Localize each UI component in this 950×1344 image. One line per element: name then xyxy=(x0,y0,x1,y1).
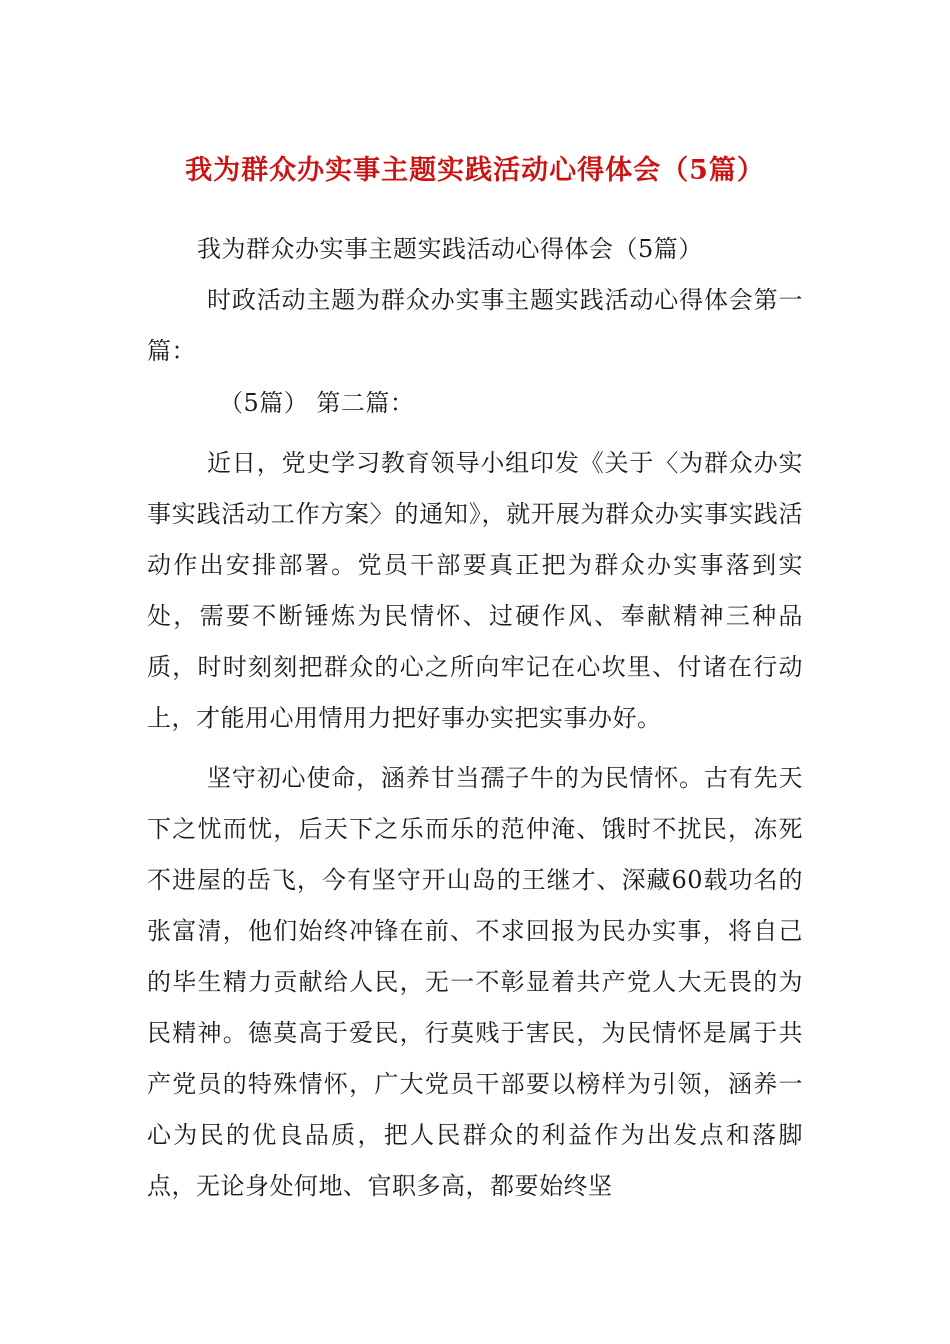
paragraph-mission: 坚守初心使命，涵养甘当孺子牛的为民情怀。古有先天下之忧而忧，后天下之乐而乐的范仲淹、饿时不扰民，冻死不进屋的岳飞，今有坚守开山岛的王继才、深藏60载功名的张富清，他们始终冲锋在前、不求回报为民办实事，将自己的毕生精力贡献给人民，无一不彰显着共产党人大无畏的为民精神。德莫高于爱民，行莫贱于害民，为民情怀是属于共产党员的特殊情怀，广大党员干部要以榜样为引领，涵养一心为民的优良品质，把人民群众的利益作为出发点和落脚点，无论身处何地、官职多高，都要始终坚 xyxy=(147,764,803,1200)
paragraph-subtitle: 我为群众办实事主题实践活动心得体会（5篇） xyxy=(197,235,703,263)
paragraph-second-chapter: （5篇） 第二篇： xyxy=(219,389,415,417)
paragraph-first-chapter: 时政活动主题为群众办实事主题实践活动心得体会第一篇： xyxy=(147,286,803,365)
document-body xyxy=(147,224,803,1212)
document-title: 我为群众办实事主题实践活动心得体会（5篇） xyxy=(185,155,765,186)
paragraph-intro: 近日，党史学习教育领导小组印发《关于〈为群众办实事实践活动工作方案〉的通知》，就开展为群众办实事实践活动作出安排部署。党员干部要真正把为群众办实事落到实处，需要不断锤炼为民情怀、过硬作风、奉献精神三种品质，时时刻刻把群众的心之所向牢记在心坎里、付诸在行动上，才能用心用情用力把好事办实把实事办好。 xyxy=(147,449,803,732)
